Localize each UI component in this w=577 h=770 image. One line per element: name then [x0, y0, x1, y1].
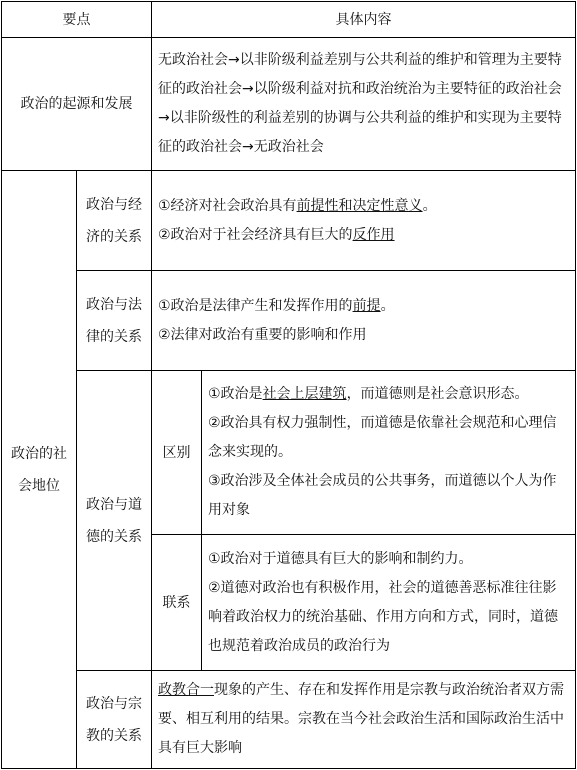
law-label: 政治与法律的关系 [77, 271, 152, 371]
economy-content [152, 171, 576, 271]
connection-label: 联系 [152, 535, 202, 671]
law-content [152, 271, 576, 371]
politics-summary-table [1, 1, 576, 769]
connection-point-2: ②道德对政治也有积极作用，社会的道德善恶标准往往影响着政治权力的统治基础、作用方向和方式，同时，道德也规范着政治成员的政治行为 [208, 579, 558, 654]
morality-label: 政治与道德的关系 [77, 371, 152, 671]
economy-label: 政治与经济的关系 [77, 171, 152, 271]
difference-point-3: ③政治涉及全体社会成员的公共事务，而道德以个人为作用对象 [208, 473, 557, 518]
connection-content [202, 535, 576, 671]
law-point-2: ②法律对政治有重要的影响和作用 [158, 326, 367, 343]
religion-content [152, 671, 576, 769]
religion-text: 现象的产生、存在和发挥作用是宗教与政治统治者双方需要、相互利用的结果。宗教在当今社会政治生活和国际政治生活中具有巨大影响 [158, 682, 564, 756]
difference-content [202, 371, 576, 535]
header-row [2, 2, 576, 38]
economy-row [2, 171, 576, 271]
economy-emphasis-2: 反作用 [352, 226, 395, 243]
law-row [2, 271, 576, 371]
difference-point-1: ①政治是社会上层建筑，而道德则是社会意识形态。 [208, 386, 529, 402]
difference-label: 区别 [152, 371, 202, 535]
economy-emphasis-1: 前提性和决定性意义 [296, 197, 423, 214]
economy-point-2: ②政治对于社会经济具有巨大的反作用 [158, 226, 395, 243]
difference-point-2: ②政治具有权力强制性，而道德是依靠社会规范和心理信念来实现的。 [208, 415, 557, 460]
header-details: 具体内容 [152, 2, 576, 38]
status-label: 政治的社会地位 [2, 171, 77, 769]
religion-label: 政治与宗教的关系 [77, 671, 152, 769]
law-point-1: ①政治是法律产生和发挥作用的前提。 [158, 297, 395, 314]
origin-row [2, 38, 576, 171]
morality-diff-row [2, 371, 576, 535]
header-key-points: 要点 [2, 2, 152, 38]
origin-label: 政治的起源和发展 [2, 38, 152, 171]
superstructure-emphasis: 社会上层建筑 [262, 386, 347, 402]
law-emphasis: 前提 [352, 297, 381, 314]
economy-point-1: ①经济对社会政治具有前提性和决定性意义。 [158, 197, 437, 214]
origin-text: 无政治社会→以非阶级利益差别与公共利益的维护和管理为主要特征的政治社会→以阶级利益对抗和政治统治为主要特征的政治社会→以非阶级性的利益差别的协调与公共利益的维护和实现为主要特征的政治社会→无政治社会 [152, 38, 576, 171]
religion-row [2, 671, 576, 769]
theocracy-emphasis: 政教合一 [158, 682, 214, 698]
connection-point-1: ①政治对于道德具有巨大的影响和制约力。 [208, 550, 473, 567]
